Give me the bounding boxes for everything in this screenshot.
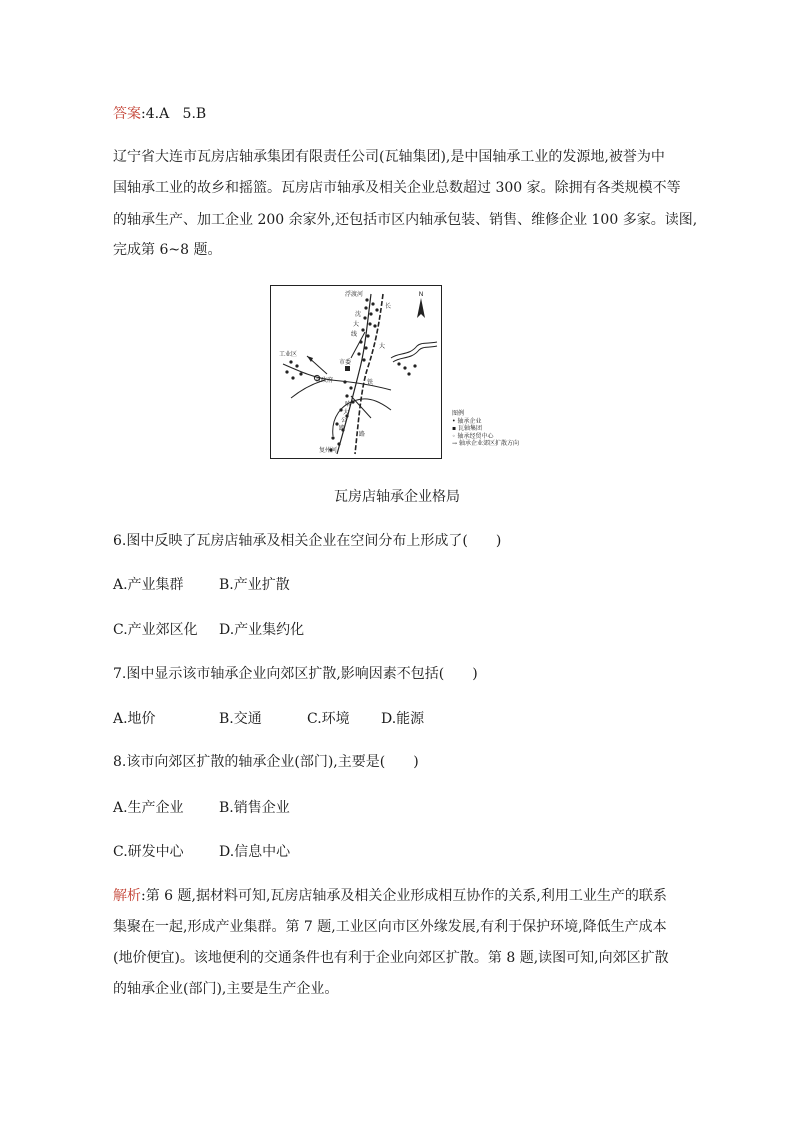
q6-option-c: C.产业郊区化 xyxy=(113,622,198,638)
question-6-stem: 6.图中反映了瓦房店轴承及相关企业在空间分布上形成了( ) xyxy=(113,533,502,549)
bearing-map xyxy=(270,285,442,459)
svg-text:公: 公 xyxy=(341,417,348,424)
north-arrow-icon xyxy=(417,298,425,318)
q6-option-b: B.产业扩散 xyxy=(219,577,290,593)
analysis-line-3: (地价便宜)。该地便利的交通条件也有利于企业向郊区扩散。第 8 题,读图可知,向郊区扩散 xyxy=(113,950,669,966)
q7-option-d: D.能源 xyxy=(381,711,425,727)
west-road xyxy=(283,364,391,390)
question-7-stem: 7.图中显示该市轴承企业向郊区扩散,影响因素不包括( ) xyxy=(113,666,478,682)
svg-text:哈: 哈 xyxy=(345,401,352,408)
q6-option-a: A.产业集群 xyxy=(113,577,184,593)
passage-line-1: 辽宁省大连市瓦房店轴承集团有限责任公司(瓦轴集团),是中国轴承工业的发源地,被誉为中 xyxy=(113,149,665,165)
q8-option-a: A.生产企业 xyxy=(113,800,184,816)
answer-text: :4.A 5.B xyxy=(141,106,207,122)
label-city-center: 市委 xyxy=(339,359,352,366)
map-drawing xyxy=(271,286,440,457)
q7-option-c: C.环境 xyxy=(307,711,350,727)
label-river-bottom: 复州河 xyxy=(319,447,338,454)
analysis-label: 解析 xyxy=(113,888,141,904)
svg-text:铁: 铁 xyxy=(367,379,374,386)
svg-text:线: 线 xyxy=(351,331,358,338)
legend-item-enterprise: • 轴承企业 xyxy=(452,417,482,425)
answer-label: 答案 xyxy=(113,106,141,122)
legend-item-trade: ◦ 轴承经贸中心 xyxy=(452,432,494,440)
legend-title: 图例 xyxy=(452,410,465,417)
legend-item-group: ▪ 瓦轴集团 xyxy=(452,425,482,432)
label-river-top: 浮渡河 xyxy=(345,291,364,298)
passage-line-4: 完成第 6~8 题。 xyxy=(113,242,222,258)
analysis-line-4: 的轴承企业(部门),主要是生产企业。 xyxy=(113,981,339,997)
passage-line-2: 国轴承工业的故乡和摇篮。瓦房店市轴承及相关企业总数超过 300 家。除拥有各类规模不等 xyxy=(113,180,681,196)
svg-text:大: 大 xyxy=(379,343,386,350)
passage-line-3: 的轴承生产、加工企业 200 余家外,还包括市区内轴承包装、销售、维修企业 100 多家。读图, xyxy=(113,212,698,228)
q7-option-a: A.地价 xyxy=(113,711,156,727)
map-caption: 瓦房店轴承企业格局 xyxy=(334,489,460,505)
svg-text:沈: 沈 xyxy=(355,311,362,318)
label-city-gov: 市政府 xyxy=(315,377,334,384)
enterprise-dots xyxy=(285,298,416,451)
q8-option-d: D.信息中心 xyxy=(219,844,291,860)
group-hq-marker xyxy=(345,366,350,371)
q6-option-d: D.产业集约化 xyxy=(219,622,305,638)
legend-item-diffusion: → 轴承企业郊区扩散方向 xyxy=(452,440,519,447)
north-label: N xyxy=(418,292,424,298)
q8-option-c: C.研发中心 xyxy=(113,844,184,860)
svg-text:路: 路 xyxy=(339,425,346,432)
map-legend xyxy=(452,410,519,448)
svg-text:大: 大 xyxy=(353,321,360,328)
svg-text:长: 长 xyxy=(385,303,392,310)
q8-option-b: B.销售企业 xyxy=(219,800,290,816)
label-industrial: 工业区 xyxy=(279,351,298,358)
analysis-line-1: 解析:第 6 题,据材料可知,瓦房店轴承及相关企业形成相互协作的关系,利用工业生产的联系 xyxy=(113,888,667,904)
question-8-stem: 8.该市向郊区扩散的轴承企业(部门),主要是( ) xyxy=(113,754,419,770)
answer-line xyxy=(113,104,206,124)
q7-option-b: B.交通 xyxy=(219,711,262,727)
svg-text:路: 路 xyxy=(359,431,366,438)
river-east xyxy=(391,342,437,358)
analysis-line-2: 集聚在一起,形成产业集群。第 7 题,工业区向市区外缘发展,有利于保护环境,降低生产成本 xyxy=(113,919,667,935)
svg-text:大: 大 xyxy=(343,409,350,416)
railway xyxy=(355,294,386,454)
